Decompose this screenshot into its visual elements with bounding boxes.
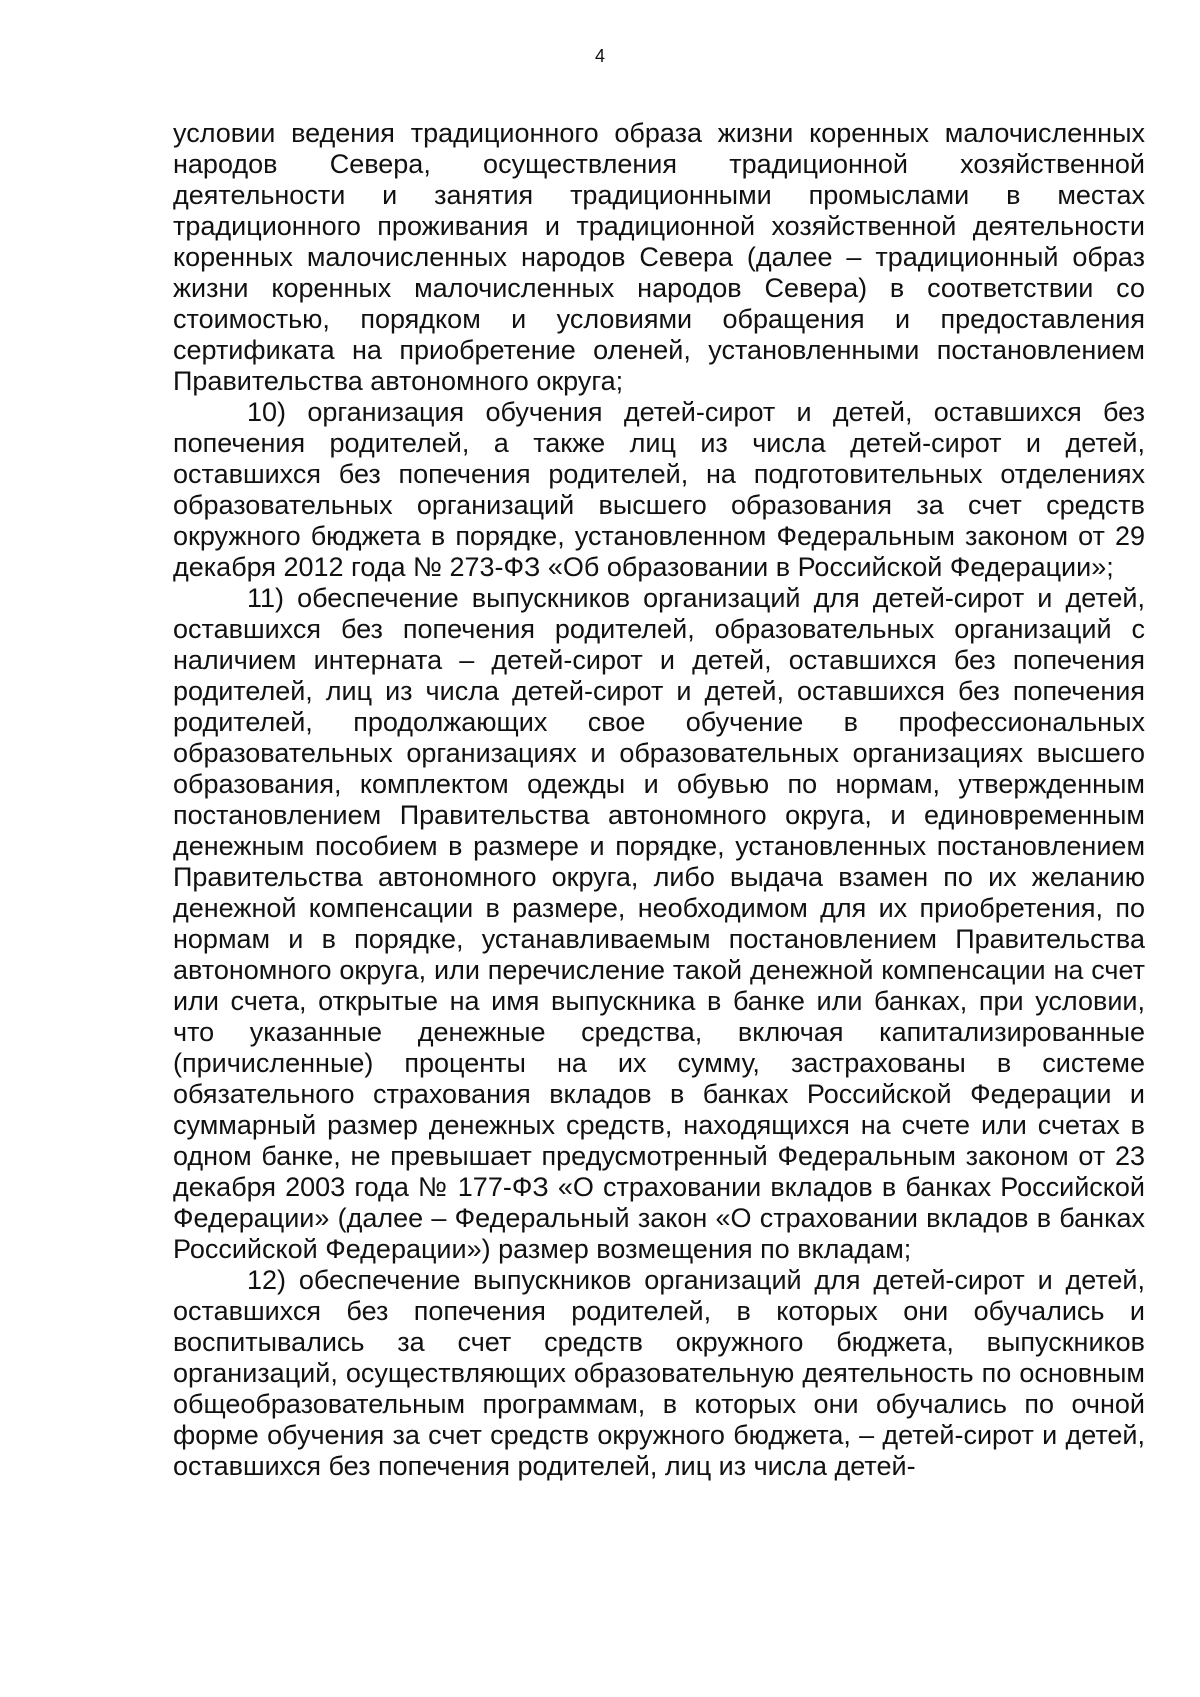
page-number: 4 [594,46,605,66]
paragraph-item-10: 10) организация обучения детей-сирот и детей, оставшихся без попечения родителей, а также лиц из числа детей-сирот и детей, оставшихся без попечения родителей, на подготовительных отделениях образовательных организаций высшего образования за счет средств окружного бюджета в порядке, установленном Федеральным законом от 29 декабря 2012 года № 273-ФЗ «Об образовании в Российской Федерации»; [173,397,1145,582]
paragraph-item-11: 11) обеспечение выпускников организаций для детей-сирот и детей, оставшихся без попечения родителей, образовательных организаций с наличием интерната – детей-сирот и детей, оставшихся без попечения родителей, лиц из числа детей-сирот и детей, оставшихся без попечения родителей, продолжающих свое обучение в профессиональных образовательных организациях и образовательных организациях высшего образования, комплектом одежды и обувью по нормам, утвержденным постановлением Правительства автономного округа, и единовременным денежным пособием в размере и порядке, установленных постановлением Правительства автономного округа, либо выдача взамен по их желанию денежной компенсации в размере, необходимом для их приобретения, по нормам и в порядке, устанавливаемым постановлением Правительства автономного округа, или перечисление такой денежной компенсации на счет или счета, открытые на имя выпускника в банке или банках, при условии, что указанные денежные средства, включая капитализированные (причисленные) проценты на их сумму, застрахованы в системе обязательного страхования вкладов в банках Российской Федерации и суммарный размер денежных средств, находящихся на счете или счетах в одном банке, не превышает предусмотренный Федеральным законом от 23 декабря 2003 года № 177-ФЗ «О страховании вкладов в банках Российской Федерации» (далее – Федеральный закон «О страховании вкладов в банках Российской Федерации») размер возмещения по вкладам; [173,583,1145,1264]
paragraph-continuation: условии ведения традиционного образа жизни коренных малочисленных народов Севера, осуществления традиционной хозяйственной деятельности и занятия традиционными промыслами в местах традиционного проживания и традиционной хозяйственной деятельности коренных малочисленных народов Севера (далее – традиционный образ жизни коренных малочисленных народов Севера) в соответствии со стоимостью, порядком и условиями обращения и предоставления сертификата на приобретение оленей, установленными постановлением Правительства автономного округа; [173,118,1145,396]
document-body [173,118,1145,1482]
paragraph-item-12: 12) обеспечение выпускников организаций для детей-сирот и детей, оставшихся без попечения родителей, в которых они обучались и воспитывались за счет средств окружного бюджета, выпускников организаций, осуществляющих образовательную деятельность по основным общеобразовательным программам, в которых они обучались по очной форме обучения за счет средств окружного бюджета, – детей-сирот и детей, оставшихся без попечения родителей, лиц из числа детей- [173,1265,1145,1481]
